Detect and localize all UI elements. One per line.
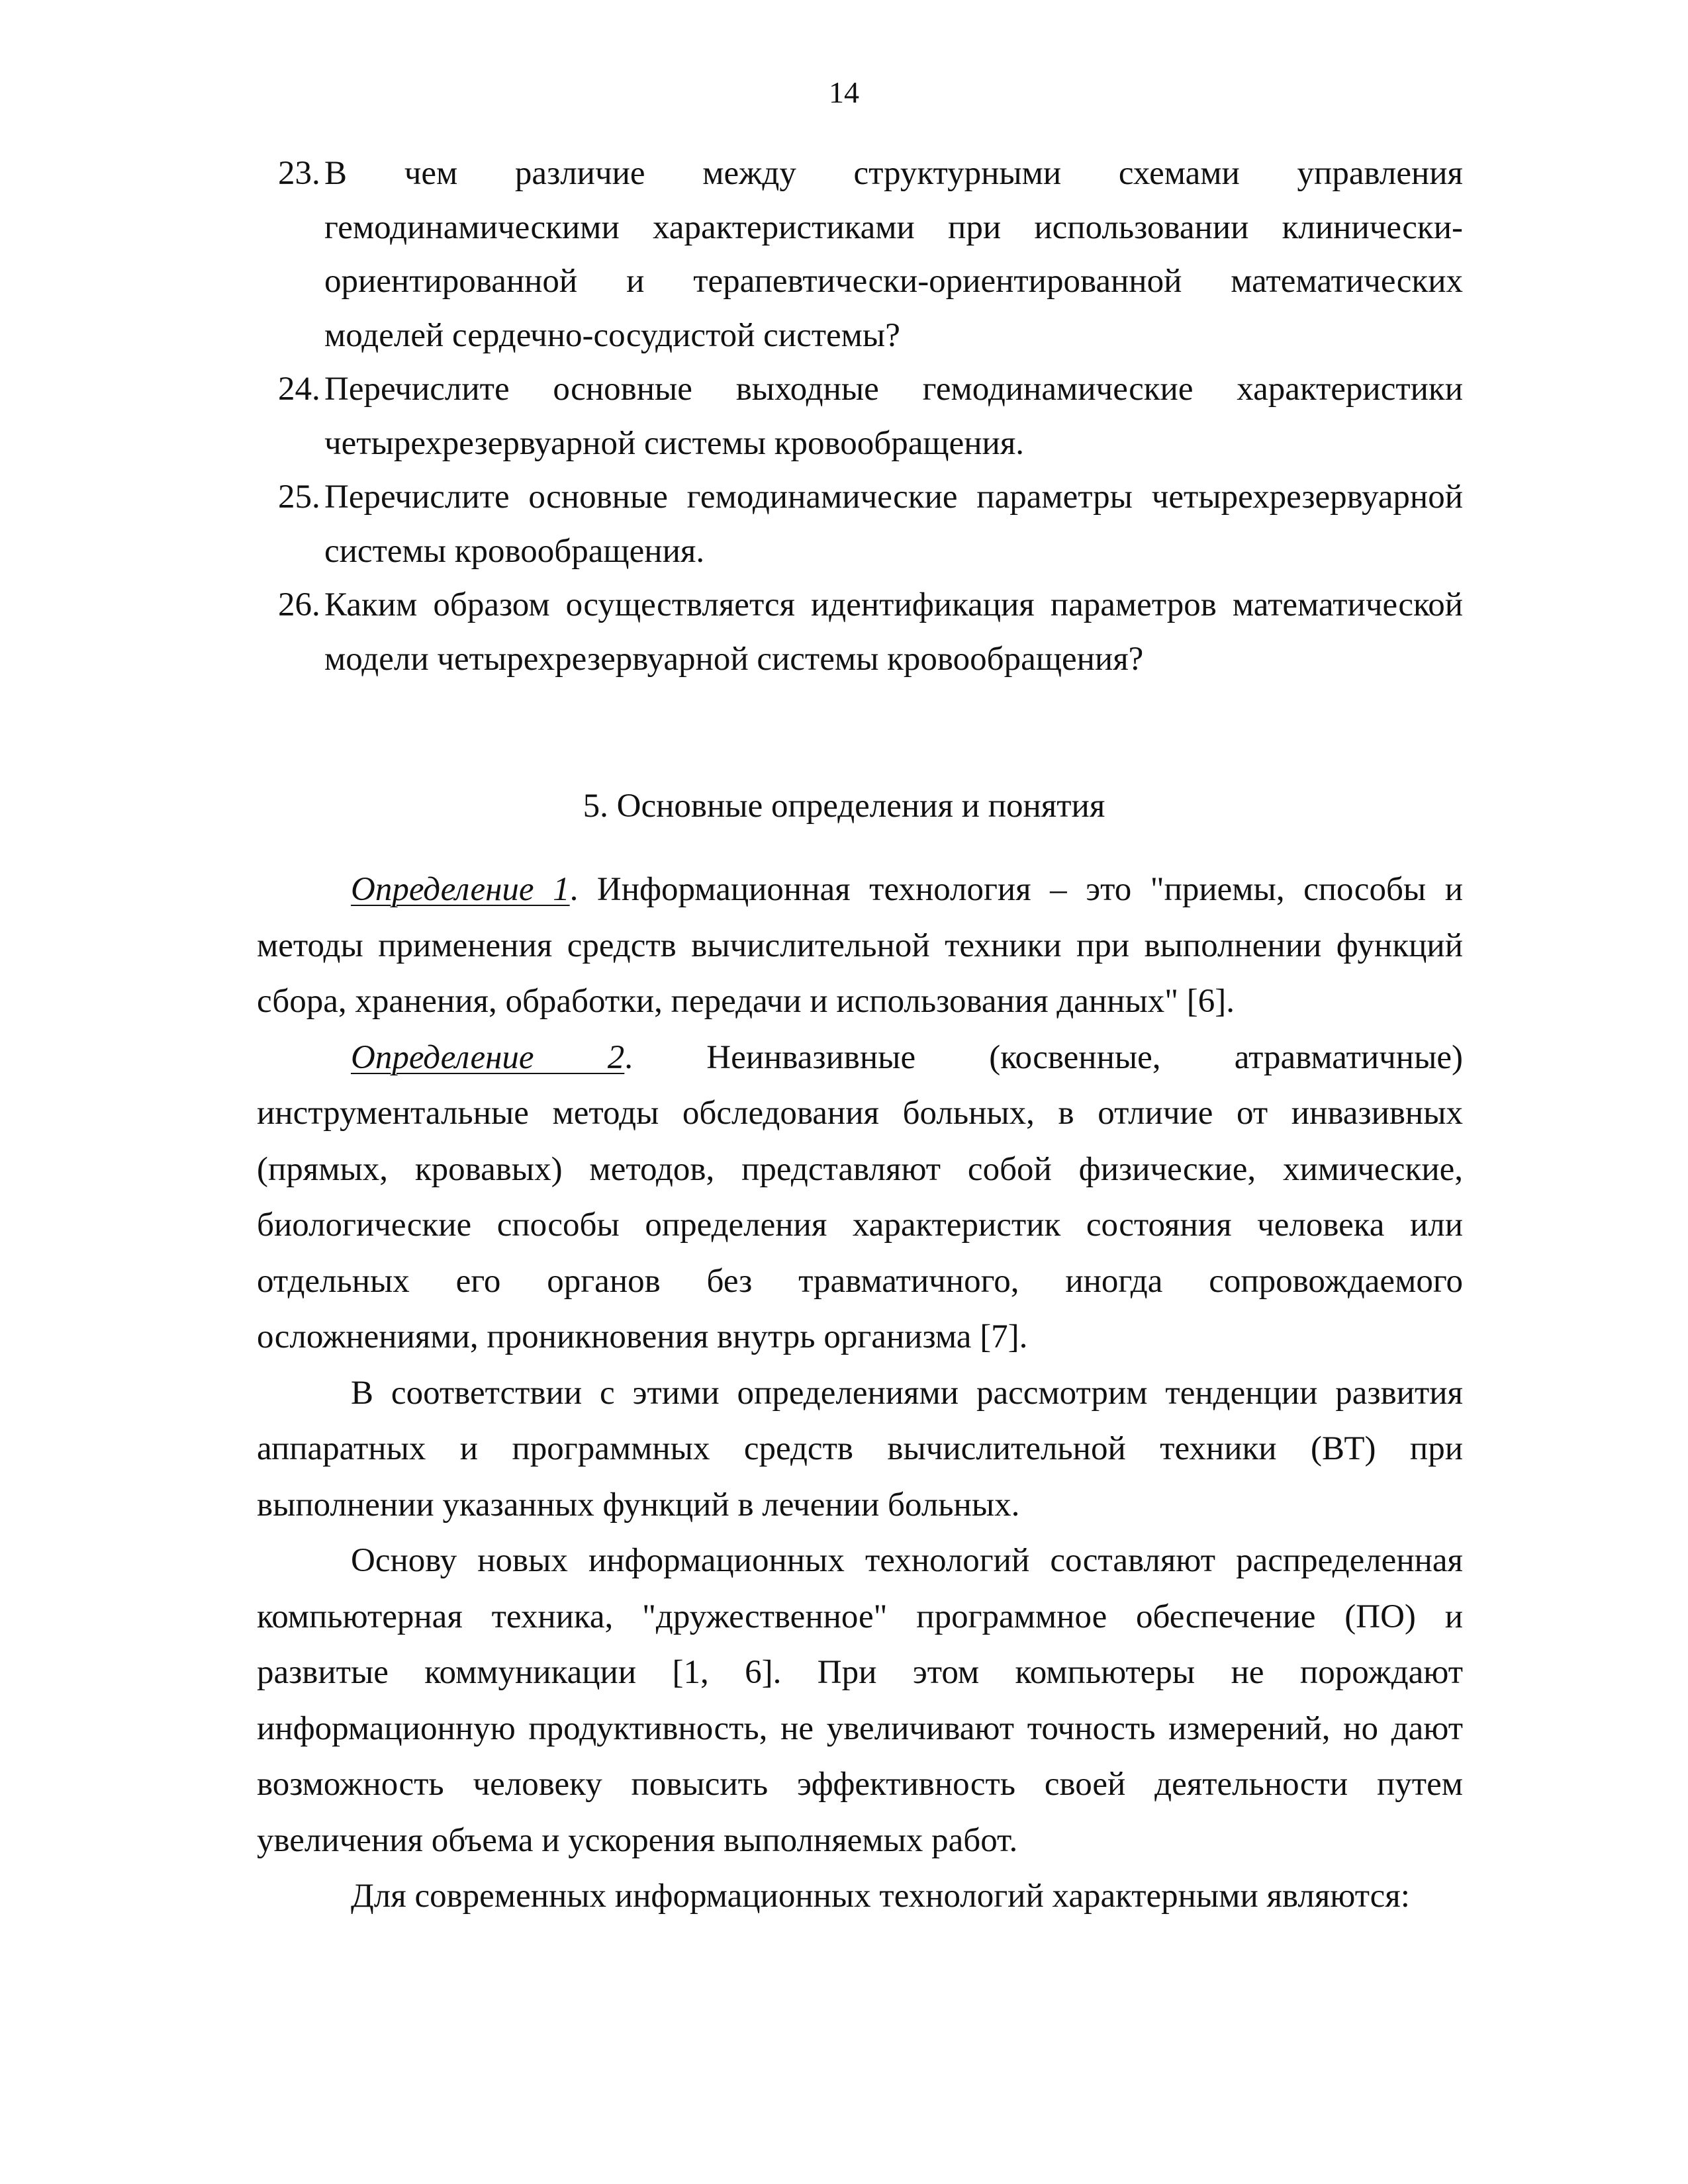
body-paragraph: Основу новых информационных технологий составляют распределенная компьютерная техника, "дружественное" программное обеспечение (ПО) и развитые коммуникации [1, 6]. При этом компьютеры не порождают информационную продуктивность, не увеличивают точность измерений, но дают возможность человеку повысить эффективность своей деятельности путем увеличения объема и ускорения выполняемых работ.	[257, 1542, 1463, 1859]
question-item	[278, 471, 1463, 578]
question-item	[278, 578, 1463, 686]
body-paragraph: В соответствии с этими определениями рассмотрим тенденции развития аппаратных и программных средств вычислительной техники (ВТ) при выполнении указанных функций в лечении больных.	[257, 1374, 1463, 1524]
question-item	[278, 147, 1463, 363]
body-paragraph: Для современных информационных технологий характерными являются:	[351, 1878, 1410, 1915]
question-number: 26.	[278, 586, 320, 623]
question-number: 23.	[278, 155, 320, 192]
body-text	[257, 862, 1463, 1925]
question-item	[278, 363, 1463, 471]
question-number: 25.	[278, 478, 320, 516]
page-number: 14	[829, 75, 859, 109]
question-text: Каким образом осуществляется идентификация параметров математической модели четырехрезервуарной системы кровообращения?	[324, 586, 1463, 678]
question-text: Перечислите основные выходные гемодинамические характеристики четырехрезервуарной системы кровообращения.	[324, 371, 1463, 462]
definition-label: Определение 2	[351, 1038, 625, 1076]
definition-paragraph	[257, 1030, 1463, 1365]
definition-text: . Неинвазивные (косвенные, атравматичные) инструментальные методы обследования больных, в отличие от инвазивных (прямых, кровавых) методов, представляют собой физические, химические, биологические способы определения характеристик состояния человека или отдельных его органов без травматичного, иногда сопровождаемого осложнениями, проникновения внутрь организма [7].	[257, 1038, 1463, 1355]
question-text: В чем различие между структурными схемами управления гемодинамическими характеристиками при использовании клинически-ориентированной и терапевтически-ориентированной математических моделей сердечно-сосудистой системы?	[324, 155, 1463, 354]
definition-label: Определение 1	[351, 871, 570, 908]
section-title: 5. Основные определения и понятия	[583, 788, 1105, 825]
question-list	[278, 147, 1463, 686]
question-text: Перечислите основные гемодинамические параметры четырехрезервуарной системы кровообращения.	[324, 478, 1463, 570]
definition-text: . Информационная технология – это "приемы, способы и методы применения средств вычислительной техники при выполнении функций сбора, хранения, обработки, передачи и использования данных" [6].	[257, 871, 1463, 1020]
definition-paragraph	[257, 862, 1463, 1030]
question-number: 24.	[278, 371, 320, 408]
